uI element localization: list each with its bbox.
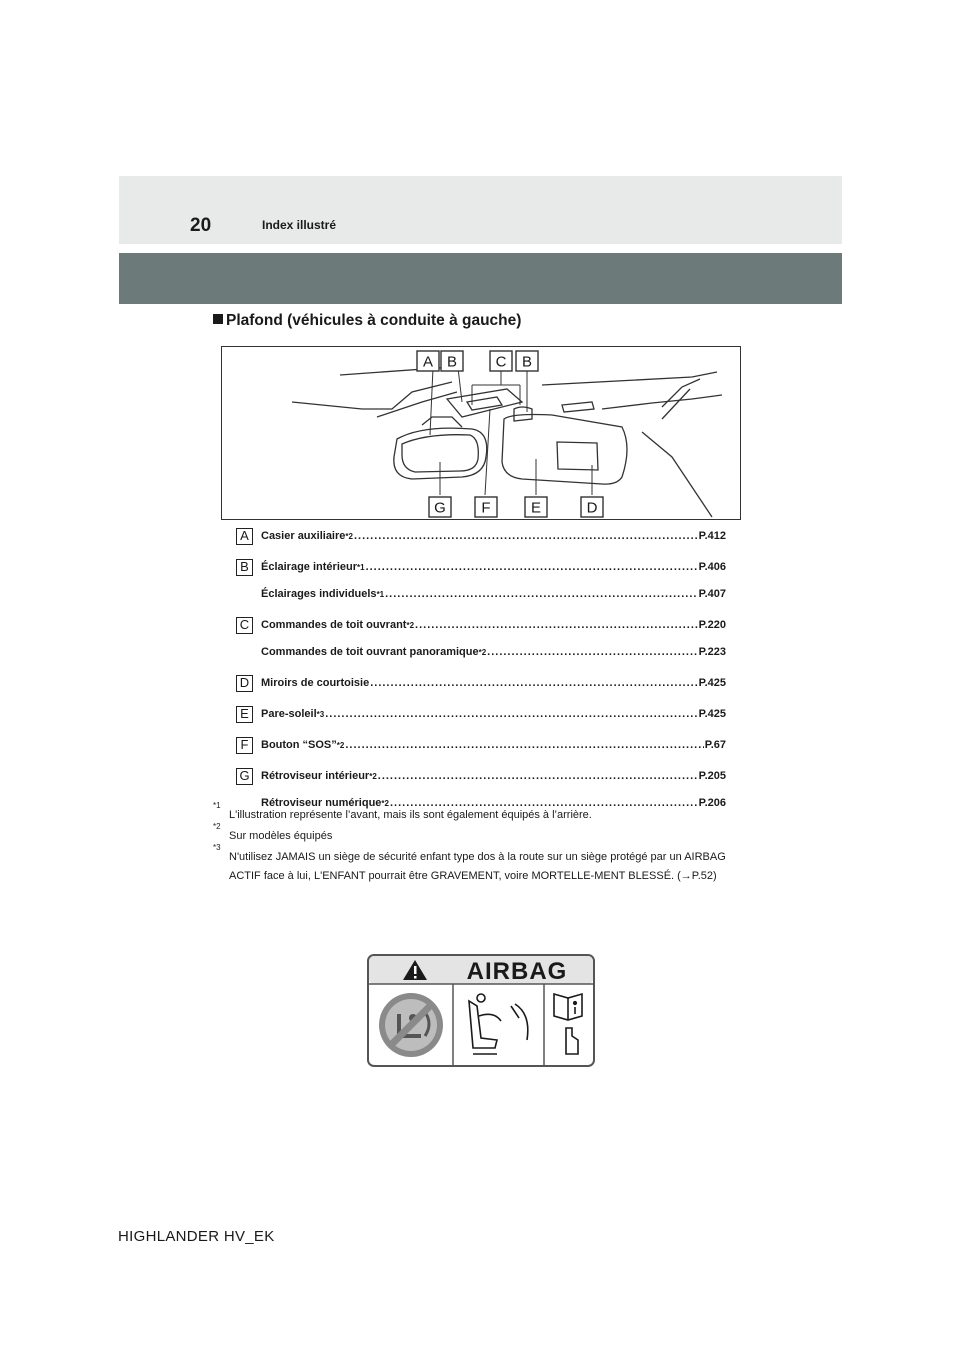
section-title-text: Plafond (véhicules à conduite à gauche) xyxy=(226,312,522,329)
page-reference: P.412 xyxy=(698,530,726,542)
legend-row xyxy=(236,704,726,731)
page-number: 20 xyxy=(190,215,212,236)
callout-d: D xyxy=(586,499,598,517)
callout-f: F xyxy=(481,499,491,517)
footnote: *1 L'illustration représente l’avant, mais ils sont également équipés à l’arrière. xyxy=(213,801,592,821)
legend-entry: Commandes de toit ouvrant *2 ..... P.220 xyxy=(261,619,726,631)
airbag-warning-label xyxy=(367,954,595,1067)
page-reference: P.425 xyxy=(698,677,726,689)
legend-entry: Bouton “SOS” *2 ..... P.67 xyxy=(261,739,726,751)
footnote: *3 N'utilisez JAMAIS un siège de sécurité enfant type dos à la route sur un siège protégé par un AIRBAG ACTIF face à lui, L'ENFANT pourrait être GRAVEMENT, voire MORTELLE-MENT BLESSÉ. (→P.52) xyxy=(213,843,726,882)
ceiling-drawing xyxy=(222,347,740,519)
callout-c: C xyxy=(495,353,507,371)
legend-entry: Miroirs de courtoisie ..... P.425 xyxy=(261,677,726,689)
no-rear-facing-seat-icon xyxy=(379,993,443,1057)
callout-a: A xyxy=(422,353,434,371)
page-reference: P.425 xyxy=(698,708,726,720)
legend-key: D xyxy=(236,675,253,692)
legend-key: C xyxy=(236,617,253,634)
legend-entry: Rétroviseur intérieur *2 ..... P.205 xyxy=(261,770,726,782)
legend-key: G xyxy=(236,768,253,785)
page-reference: P.223 xyxy=(698,646,726,658)
legend-key: E xyxy=(236,706,253,723)
footer-model: HIGHLANDER HV_EK xyxy=(118,1228,275,1245)
legend-entry: Éclairages individuels *1 ..... P.407 xyxy=(261,588,726,600)
read-manual-icon xyxy=(554,994,582,1054)
legend-list xyxy=(236,526,726,820)
footnote-text: N'utilisez JAMAIS un siège de sécurité enfant type dos à la route sur un siège protégé par un AIRBAG ACTIF face à lui, L'ENFANT pourrait être GRAVEMENT, voire MORTELLE-MENT BLESSÉ. (→P.52) xyxy=(229,851,726,882)
legend-entry: Éclairage intérieur *1 ..... P.406 xyxy=(261,561,726,573)
legend-row xyxy=(236,526,726,553)
footnote: *2 Sur modèles équipés xyxy=(213,822,333,842)
square-bullet-icon xyxy=(213,314,223,324)
legend-row xyxy=(236,642,726,669)
legend-entry: Pare-soleil *3 ..... P.425 xyxy=(261,708,726,720)
legend-entry: Rétroviseur numérique *2 ..... P.206 xyxy=(261,797,726,809)
legend-entry: Commandes de toit ouvrant panoramique *2 ..... P.223 xyxy=(261,646,726,658)
airbag-label-drawing xyxy=(369,956,593,1065)
page-reference: P.206 xyxy=(698,797,726,809)
legend-row xyxy=(236,615,726,642)
footnote-text: Sur modèles équipés xyxy=(229,830,333,842)
legend-key: B xyxy=(236,559,253,576)
legend-key: F xyxy=(236,737,253,754)
legend-row xyxy=(236,584,726,611)
page-reference: P.205 xyxy=(698,770,726,782)
legend-row xyxy=(236,766,726,793)
callout-g: G xyxy=(434,499,446,517)
legend-row xyxy=(236,557,726,584)
page-reference: P.407 xyxy=(698,588,726,600)
legend-entry: Casier auxiliaire *2 ..... P.412 xyxy=(261,530,726,542)
airbag-deploy-icon xyxy=(469,994,528,1054)
callout-b-second: B xyxy=(521,353,533,371)
legend-row xyxy=(236,673,726,700)
ceiling-illustration xyxy=(221,346,741,520)
page-reference: P.220 xyxy=(698,619,726,631)
airbag-title: AIRBAG xyxy=(466,958,568,985)
header-dark-band xyxy=(119,253,842,304)
footnote-text: L'illustration représente l’avant, mais ils sont également équipés à l’arrière. xyxy=(229,809,592,821)
page-reference: P.406 xyxy=(698,561,726,573)
legend-row xyxy=(236,735,726,762)
page-reference: P.67 xyxy=(704,739,726,751)
running-section-title: Index illustré xyxy=(262,218,337,232)
callout-b: B xyxy=(446,353,458,371)
section-title xyxy=(213,312,521,330)
legend-key: A xyxy=(236,528,253,545)
callout-e: E xyxy=(530,499,542,517)
